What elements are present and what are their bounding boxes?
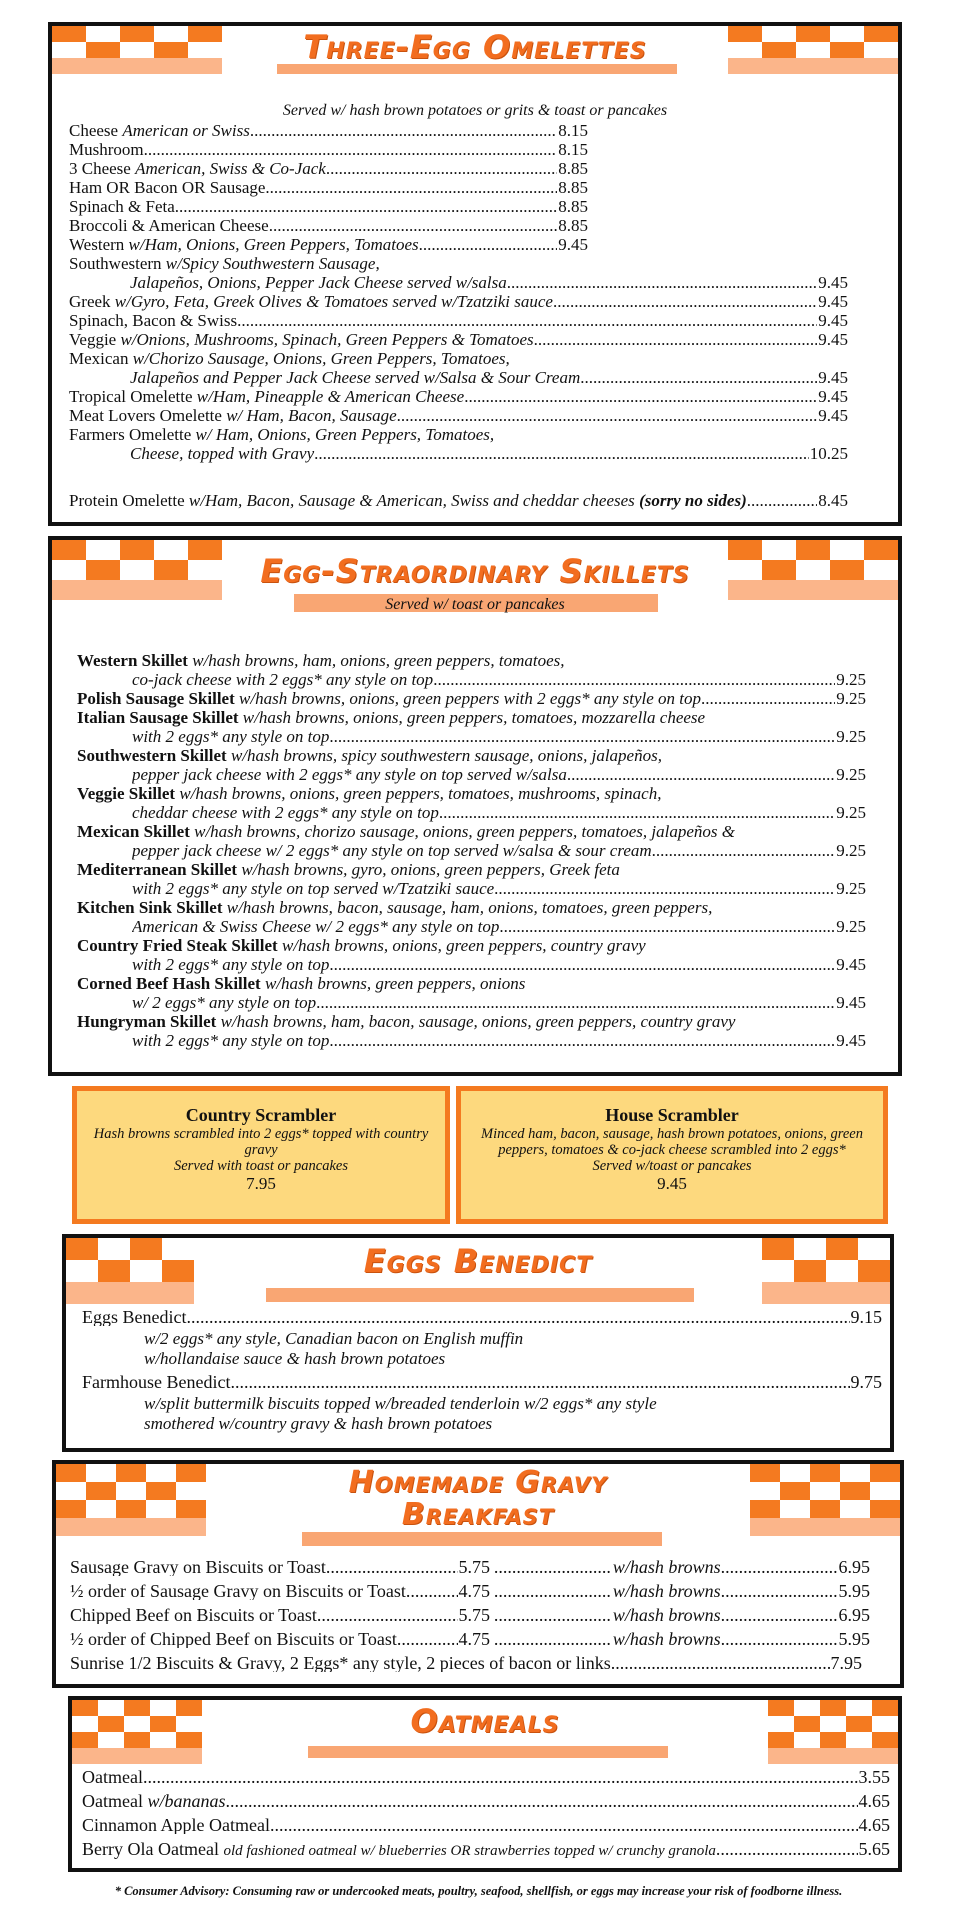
section-subtitle: Served w/ hash brown potatoes or grits & toast or pancakes: [282, 102, 668, 119]
menu-item-row: [82, 1308, 882, 1326]
scrambler-price: 9.45: [657, 1174, 687, 1193]
menu-item-row: [130, 445, 848, 463]
skillets-section: [48, 536, 902, 1076]
item-description: w/bananas: [147, 1792, 226, 1810]
menu-item-row: [69, 141, 588, 159]
menu-item-first-line: [77, 823, 735, 841]
item-name: Southwestern Skillet: [77, 746, 227, 765]
item-label: [69, 331, 817, 349]
item-description-cont: cheddar cheese with 2 eggs* any style on top: [132, 804, 439, 822]
dot-leader: [721, 1582, 838, 1600]
item-price: 9.15: [850, 1307, 882, 1327]
item-name: Veggie Skillet: [77, 784, 176, 803]
item-label: [82, 1768, 858, 1786]
item-price: 4.75: [458, 1629, 490, 1649]
scrambler-box: [72, 1086, 450, 1224]
item-label: [69, 492, 817, 510]
item-description-cont: Cheese, topped with Gravy: [130, 445, 315, 463]
item-name: Sausage Gravy on Biscuits or Toast: [70, 1558, 326, 1576]
item-price: 9.45: [818, 311, 848, 330]
item-description: w/ Ham, Onions, Green Peppers, Tomatoes,: [195, 425, 495, 444]
section-subtitle: Served w/ toast or pancakes: [385, 596, 565, 613]
item-price: 10.25: [809, 444, 848, 463]
menu-item-row: [132, 766, 866, 784]
hash-browns-label: [494, 1558, 611, 1576]
dot-leader: [721, 1630, 838, 1648]
item-name: Country Fried Steak Skillet: [77, 936, 278, 955]
item-description-cont: co-jack cheese with 2 eggs* any style on top: [132, 671, 434, 689]
item-label: [82, 1816, 858, 1834]
menu-item-first-line: [77, 937, 646, 955]
item-description-cont: w/ 2 eggs* any style on top: [132, 994, 317, 1012]
item-name: Oatmeal: [82, 1768, 143, 1786]
item-price: 4.65: [858, 1791, 890, 1811]
item-label: [132, 728, 835, 746]
scrambler-title: House Scrambler: [605, 1105, 739, 1125]
item-price: 9.45: [818, 368, 848, 387]
item-name: Sunrise 1/2 Biscuits & Gravy, 2 Eggs* any style, 2 pieces of bacon or links: [70, 1654, 611, 1672]
item-label: [132, 766, 835, 784]
hash-browns-option: w/hash browns: [612, 1557, 721, 1577]
item-description-cont: Jalapeños and Pepper Jack Cheese served w/Salsa & Sour Cream: [130, 369, 581, 387]
hash-browns-price: 5.95: [838, 1581, 870, 1601]
item-label: [70, 1606, 458, 1624]
item-price: 9.25: [836, 879, 866, 898]
item-name: Eggs Benedict: [82, 1308, 187, 1326]
dot-leader: [721, 1606, 838, 1624]
item-description: w/hash browns, onions, green peppers, country gravy: [281, 936, 646, 955]
menu-item-row: [69, 160, 588, 178]
item-name: ½ order of Sausage Gravy on Biscuits or Toast: [70, 1582, 406, 1600]
item-name: Italian Sausage Skillet: [77, 708, 239, 727]
item-price: 8.45: [818, 491, 848, 510]
scrambler-title: Country Scrambler: [185, 1105, 337, 1125]
item-price: 5.65: [858, 1839, 890, 1859]
item-label: [69, 293, 817, 311]
item-name: Broccoli & American Cheese: [69, 217, 269, 235]
item-label: [82, 1373, 850, 1391]
item-price: 9.25: [836, 917, 866, 936]
menu-item-row: [69, 293, 848, 311]
menu-item-row: [77, 690, 866, 708]
item-name: Kitchen Sink Skillet: [77, 898, 223, 917]
menu-item-row: [70, 1606, 490, 1624]
item-description-cont: pepper jack cheese w/ 2 eggs* any style on top served w/salsa & sour cream: [132, 842, 652, 860]
item-name: Farmhouse Benedict: [82, 1373, 231, 1391]
hash-browns-label: [494, 1582, 611, 1600]
item-name: Western Skillet: [77, 651, 188, 670]
item-description: old fashioned oatmeal w/ blueberries OR strawberries topped w/ crunchy granola: [223, 1843, 716, 1859]
item-name: Mexican Skillet: [77, 822, 190, 841]
menu-item-row: [130, 274, 848, 292]
menu-item-row: [69, 217, 588, 235]
item-label: [132, 994, 835, 1012]
menu-item-row: [69, 179, 588, 197]
item-price: 9.25: [836, 765, 866, 784]
item-description: w/Gyro, Feta, Greek Olives & Tomatoes served w/Tzatziki sauce: [114, 293, 553, 311]
menu-item-row: [69, 312, 848, 330]
title-bar: [302, 1532, 662, 1546]
menu-item-row: [70, 1654, 862, 1672]
item-label: [130, 274, 817, 292]
menu-item-row: [82, 1768, 890, 1786]
hash-browns-price: 6.95: [838, 1605, 870, 1625]
item-label: [70, 1630, 458, 1648]
item-price: 8.85: [558, 178, 588, 197]
hash-browns-row: [494, 1558, 870, 1576]
gravy-section: [52, 1460, 904, 1688]
item-price: 9.25: [836, 689, 866, 708]
menu-item-row: [82, 1792, 890, 1810]
item-name: Spinach, Bacon & Swiss: [69, 312, 238, 330]
item-name: Polish Sausage Skillet: [77, 690, 235, 708]
hash-browns-row: [494, 1630, 870, 1648]
omelettes-section: [48, 22, 902, 526]
menu-item-row: [69, 331, 848, 349]
item-name: Cheese: [69, 122, 119, 140]
item-description-cont: Jalapeños, Onions, Pepper Jack Cheese served w/salsa: [130, 274, 507, 292]
item-price: 5.75: [458, 1605, 490, 1625]
item-label: [130, 369, 817, 387]
menu-item-row: [132, 918, 866, 936]
item-label: [70, 1558, 458, 1576]
menu-item-row: [69, 407, 848, 425]
item-description: w/Ham, Bacon, Sausage & American, Swiss and cheddar cheeses: [188, 492, 635, 510]
item-description-cont: w/hollandaise sauce & hash brown potatoes: [144, 1349, 446, 1368]
item-label: [69, 122, 557, 140]
item-price: 9.45: [818, 330, 848, 349]
dot-leader: [721, 1558, 838, 1576]
hash-browns-price: 6.95: [838, 1557, 870, 1577]
item-label: [132, 880, 835, 898]
menu-item-row: [132, 1032, 866, 1050]
item-label: [132, 671, 835, 689]
item-description: w/hash browns, spicy southwestern sausage, onions, jalapeños,: [230, 746, 662, 765]
item-label: [132, 842, 835, 860]
item-description-cont: pepper jack cheese with 2 eggs* any style on top served w/salsa: [132, 766, 567, 784]
item-description: w/ Ham, Bacon, Sausage: [226, 407, 397, 425]
menu-item-row: [82, 1373, 882, 1391]
item-description: American, Swiss & Co-Jack: [135, 160, 326, 178]
menu-item-row: [69, 198, 588, 216]
item-description: w/hash browns, gyro, onions, green peppers, Greek feta: [241, 860, 620, 879]
item-name: 3 Cheese: [69, 160, 131, 178]
item-name: Farmers Omelette: [69, 425, 192, 444]
item-label: [70, 1654, 830, 1672]
section-title-line2: Breakfast: [401, 1497, 555, 1532]
item-price: 9.25: [836, 727, 866, 746]
menu-item-row: [70, 1558, 490, 1576]
item-price: 9.45: [558, 235, 588, 254]
menu-item-row: [82, 1816, 890, 1834]
item-price: 9.75: [850, 1372, 882, 1392]
item-name: Corned Beef Hash Skillet: [77, 974, 261, 993]
item-label: [82, 1840, 858, 1860]
menu-item-row: [82, 1840, 890, 1860]
item-description: w/hash browns, green peppers, onions: [264, 974, 526, 993]
title-bar: [308, 1746, 668, 1758]
item-label: [69, 141, 557, 159]
item-name: Berry Ola Oatmeal: [82, 1840, 219, 1859]
consumer-advisory: * Consumer Advisory: Consuming raw or undercooked meats, poultry, seafood, shellfish, or eggs may increase your risk of foodborne illness.: [114, 1884, 843, 1898]
hash-browns-option: w/hash browns: [612, 1581, 721, 1601]
menu-item-row: [132, 804, 866, 822]
item-price: 9.45: [818, 292, 848, 311]
item-price: 4.75: [458, 1581, 490, 1601]
item-price: 9.45: [818, 273, 848, 292]
hash-browns-option: w/hash browns: [612, 1629, 721, 1649]
menu-item-row: [132, 994, 866, 1012]
menu-item-row: [132, 671, 866, 689]
item-description: w/Spicy Southwestern Sausage,: [165, 254, 380, 273]
benedict-section: [62, 1234, 894, 1452]
item-label: [132, 1032, 835, 1050]
item-price: 3.55: [858, 1767, 890, 1787]
item-name: Chipped Beef on Biscuits or Toast: [70, 1606, 317, 1624]
item-description-cont: with 2 eggs* any style on top: [132, 956, 330, 974]
item-note: (sorry no sides): [639, 492, 747, 510]
item-description: American or Swiss: [122, 122, 250, 140]
item-label: [69, 388, 817, 406]
item-price: 8.85: [558, 216, 588, 235]
menu-item-first-line: [77, 652, 564, 670]
item-price: 9.45: [836, 1031, 866, 1050]
menu-item-row: [132, 956, 866, 974]
item-description: w/hash browns, onions, green peppers, tomatoes, mushrooms, spinach,: [179, 784, 662, 803]
section-title: Egg-Straordinary Skillets: [260, 552, 690, 590]
item-name: Tropical Omelette: [69, 388, 193, 406]
section-title: Eggs Benedict: [363, 1242, 593, 1280]
item-label: [69, 217, 557, 235]
menu-item-first-line: [69, 350, 510, 368]
item-name: Veggie: [69, 331, 117, 349]
item-price: 5.75: [458, 1557, 490, 1577]
item-label: [69, 312, 817, 330]
scrambler-description: Minced ham, bacon, sausage, hash brown potatoes, onions, green peppers, tomatoes & co-jack cheese scrambled into 2 eggs*: [481, 1126, 863, 1158]
item-description-cont: with 2 eggs* any style on top: [132, 728, 330, 746]
hash-browns-option: w/hash browns: [612, 1605, 721, 1625]
item-name: Mediterranean Skillet: [77, 860, 238, 879]
scrambler-price: 7.95: [246, 1174, 276, 1193]
menu-item-first-line: [77, 785, 661, 803]
item-label: [132, 918, 835, 936]
item-label: [82, 1308, 850, 1326]
item-name: Hungryman Skillet: [77, 1012, 217, 1031]
title-bar: [266, 1288, 694, 1302]
item-name: Spinach & Feta: [69, 198, 175, 216]
item-price: 9.45: [818, 387, 848, 406]
item-label: [69, 407, 817, 425]
menu-item-row: [69, 492, 848, 510]
item-price: 9.25: [836, 841, 866, 860]
item-name: Mushroom: [69, 141, 144, 159]
item-name: Mexican: [69, 349, 129, 368]
item-description: w/Ham, Onions, Green Peppers, Tomatoes: [128, 236, 419, 254]
menu-item-row: [130, 369, 848, 387]
item-description: w/hash browns, chorizo sausage, onions, green peppers, tomatoes, jalapeños &: [194, 822, 735, 841]
item-description-cont: with 2 eggs* any style on top served w/Tzatziki sauce: [132, 880, 495, 898]
menu-item-row: [70, 1582, 490, 1600]
item-name: Western: [69, 236, 125, 254]
menu-item-first-line: [77, 709, 705, 727]
item-description-cont: American & Swiss Cheese w/ 2 eggs* any style on top: [132, 918, 500, 936]
item-description: w/Onions, Mushrooms, Spinach, Green Peppers & Tomatoes: [120, 331, 534, 349]
item-description: w/split buttermilk biscuits topped w/breaded tenderloin w/2 eggs* any style: [144, 1394, 657, 1413]
item-description: w/hash browns, onions, green peppers, tomatoes, mozzarella cheese: [242, 708, 706, 727]
item-description-cont: with 2 eggs* any style on top: [132, 1032, 330, 1050]
item-name: Protein Omelette: [69, 492, 185, 510]
menu-item-row: [69, 122, 588, 140]
item-label: [130, 445, 809, 463]
item-label: [70, 1582, 458, 1600]
menu-item-row: [69, 388, 848, 406]
item-name: Greek: [69, 293, 111, 311]
menu-item-first-line: [69, 255, 380, 273]
scrambler-served: Served with toast or pancakes: [174, 1158, 348, 1174]
item-price: 9.25: [836, 670, 866, 689]
hash-browns-row: [494, 1582, 870, 1600]
item-name: Meat Lovers Omelette: [69, 407, 222, 425]
menu-item-row: [132, 880, 866, 898]
menu-item-first-line: [77, 975, 525, 993]
item-description: w/Ham, Pineapple & American Cheese: [196, 388, 465, 406]
scrambler-box: [456, 1086, 888, 1224]
item-price: 8.15: [558, 121, 588, 140]
item-name: Southwestern: [69, 254, 162, 273]
item-description: w/Chorizo Sausage, Onions, Green Peppers, Tomatoes,: [132, 349, 510, 368]
hash-browns-row: [494, 1606, 870, 1624]
item-price: 8.15: [558, 140, 588, 159]
item-description: w/2 eggs* any style, Canadian bacon on English muffin: [144, 1329, 524, 1348]
menu-item-row: [70, 1630, 490, 1648]
menu-item-row: [69, 236, 588, 254]
item-description: w/hash browns, ham, bacon, sausage, onions, green peppers, country gravy: [220, 1012, 736, 1031]
section-title: Oatmeals: [410, 1702, 560, 1740]
item-label: [69, 198, 557, 216]
section-title: Homemade Gravy: [348, 1465, 608, 1500]
item-description: w/hash browns, bacon, sausage, ham, onions, tomatoes, green peppers,: [226, 898, 713, 917]
item-label: [77, 690, 835, 708]
item-label: [132, 956, 835, 974]
item-label: [69, 179, 557, 197]
oatmeals-section: [68, 1696, 902, 1872]
item-label: [82, 1792, 858, 1810]
menu-item-row: [132, 728, 866, 746]
scrambler-served: Served w/toast or pancakes: [592, 1158, 752, 1174]
menu-item-first-line: [77, 899, 712, 917]
item-name: Oatmeal: [82, 1792, 143, 1810]
menu-item-first-line: [77, 747, 662, 765]
item-name: Ham OR Bacon OR Sausage: [69, 179, 266, 197]
item-price: 9.45: [836, 955, 866, 974]
item-name: Cinnamon Apple Oatmeal: [82, 1816, 270, 1834]
item-label: [69, 236, 557, 254]
item-name: ½ order of Chipped Beef on Biscuits or Toast: [70, 1630, 397, 1648]
item-label: [69, 160, 557, 178]
hash-browns-label: [494, 1606, 611, 1624]
hash-browns-price: 5.95: [838, 1629, 870, 1649]
item-label: [132, 804, 835, 822]
menu-item-first-line: [69, 426, 494, 444]
hash-browns-label: [494, 1630, 611, 1648]
item-price: 8.85: [558, 159, 588, 178]
scrambler-description: Hash browns scrambled into 2 eggs* topped with country gravy: [93, 1126, 429, 1158]
section-title: Three-Egg Omelettes: [303, 28, 647, 66]
item-price: 8.85: [558, 197, 588, 216]
item-price: 9.25: [836, 803, 866, 822]
item-price: 7.95: [830, 1653, 862, 1673]
item-price: 9.45: [836, 993, 866, 1012]
menu-item-row: [132, 842, 866, 860]
item-price: 9.45: [818, 406, 848, 425]
menu-item-first-line: [77, 1013, 735, 1031]
item-price: 4.65: [858, 1815, 890, 1835]
item-description: w/hash browns, onions, green peppers with 2 eggs* any style on top: [239, 690, 701, 708]
item-description-cont: smothered w/country gravy & hash brown potatoes: [144, 1414, 493, 1433]
menu-item-first-line: [77, 861, 620, 879]
item-description: w/hash browns, ham, onions, green peppers, tomatoes,: [192, 651, 565, 670]
